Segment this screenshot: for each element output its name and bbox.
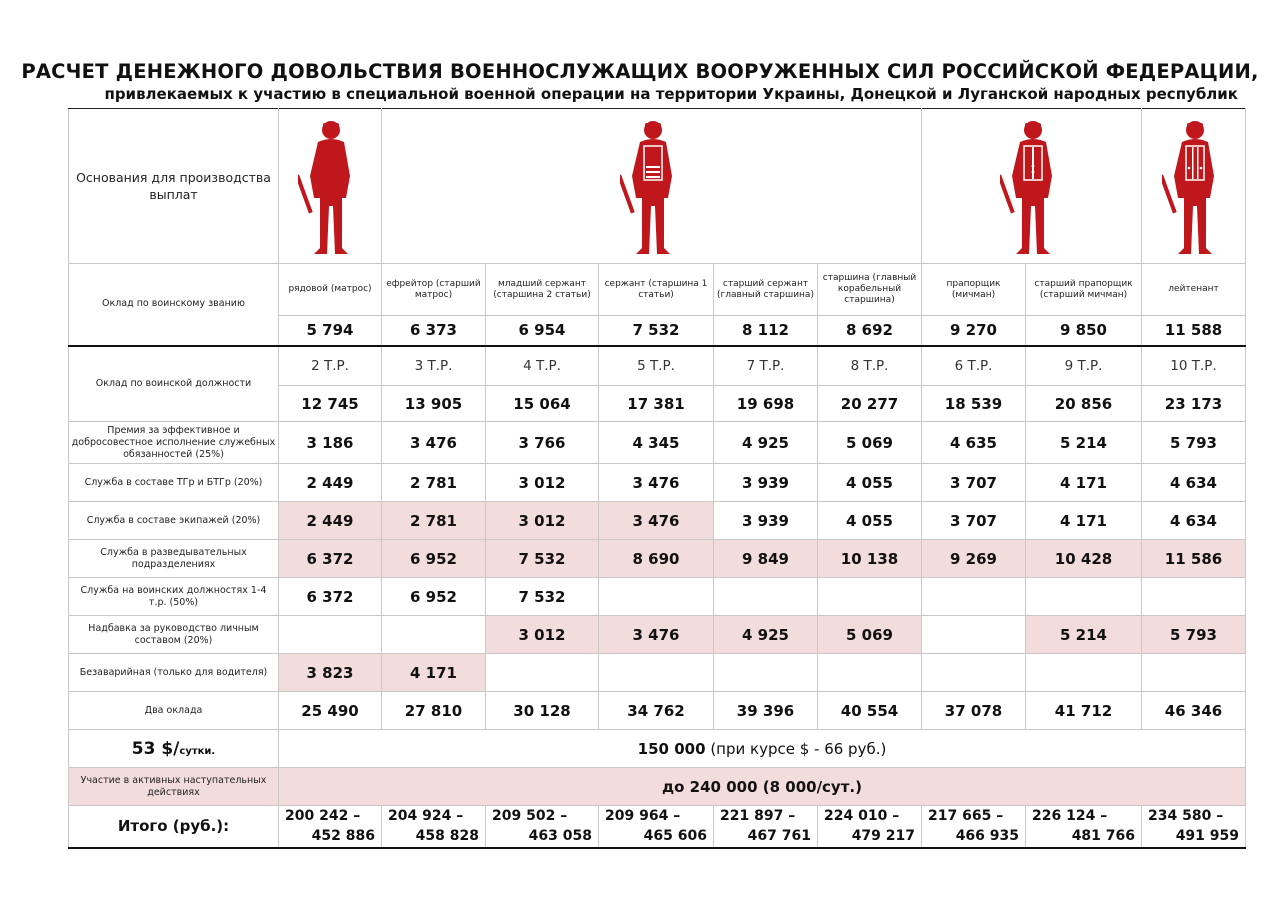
allowance-value-cell: 2 449 — [279, 502, 382, 540]
allowance-value-cell — [714, 654, 818, 692]
position-salary-label: Оклад по воинской должности — [69, 346, 279, 422]
daily-amount-cell — [279, 730, 1246, 768]
allowance-value-cell: 3 476 — [599, 616, 714, 654]
allowance-value-cell: 3 707 — [922, 464, 1026, 502]
total-min: 221 897 – — [720, 808, 796, 825]
allowance-table — [68, 108, 1246, 849]
allowance-value-cell: 30 128 — [486, 692, 599, 730]
daily-amount: 150 000 — [637, 739, 706, 758]
allowance-value-cell: 6 372 — [279, 540, 382, 578]
position-salary-cell: 12 745 — [279, 386, 382, 422]
allowance-value-cell — [818, 578, 922, 616]
total-value-cell — [599, 806, 714, 848]
allowance-value-cell — [382, 616, 486, 654]
soldier-sergeant-icon — [620, 116, 684, 256]
allowance-value-cell — [486, 654, 599, 692]
total-min: 209 964 – — [605, 808, 681, 825]
allowance-row — [69, 422, 1246, 464]
position-salary-cell: 20 856 — [1026, 386, 1142, 422]
total-max: 481 766 — [1071, 828, 1136, 845]
allowance-value-cell: 3 766 — [486, 422, 599, 464]
allowance-value-cell: 4 925 — [714, 616, 818, 654]
allowance-value-cell — [1142, 578, 1246, 616]
offensive-value-cell — [279, 768, 1246, 806]
tariff-cell: 5 Т.Р. — [599, 346, 714, 386]
total-max: 467 761 — [747, 828, 811, 845]
rank-salary-cell: 5 794 — [279, 316, 382, 346]
allowance-row — [69, 464, 1246, 502]
sergeant-icon-cell — [382, 109, 922, 264]
allowance-row — [69, 578, 1246, 616]
allowance-value-cell: 3 476 — [382, 422, 486, 464]
total-max: 491 959 — [1175, 828, 1240, 845]
allowance-value-cell: 3 939 — [714, 464, 818, 502]
allowance-value-cell: 4 171 — [1026, 502, 1142, 540]
total-min: 200 242 – — [285, 808, 361, 825]
total-min: 217 665 – — [928, 808, 1004, 825]
allowance-value-cell: 4 055 — [818, 502, 922, 540]
allowance-value-cell: 10 138 — [818, 540, 922, 578]
allowance-value-cell: 6 952 — [382, 540, 486, 578]
soldier-lieutenant-icon — [1162, 116, 1226, 256]
allowance-value-cell: 4 171 — [1026, 464, 1142, 502]
allowance-value-cell — [922, 578, 1026, 616]
rank-salary-cell: 8 692 — [818, 316, 922, 346]
total-min: 209 502 – — [492, 808, 568, 825]
allowance-value-cell: 6 372 — [279, 578, 382, 616]
allowance-value-cell: 4 634 — [1142, 502, 1246, 540]
private-icon-cell — [279, 109, 382, 264]
total-max: 458 828 — [415, 828, 479, 845]
allowance-value-cell: 3 012 — [486, 502, 599, 540]
allowance-row — [69, 654, 1246, 692]
allowance-value-cell — [279, 616, 382, 654]
allowance-value-cell: 3 939 — [714, 502, 818, 540]
allowance-label: Служба в разведывательных подразделениях — [69, 540, 279, 578]
position-salary-cell: 13 905 — [382, 386, 486, 422]
total-max: 452 886 — [311, 828, 375, 845]
daily-note: (при курсе $ - 66 руб.) — [710, 739, 887, 758]
allowance-row — [69, 540, 1246, 578]
total-max: 466 935 — [955, 828, 1020, 845]
rank-name-cell: старший прапорщик (старший мичман) — [1026, 264, 1142, 316]
allowance-label: Два оклада — [69, 692, 279, 730]
allowance-value-cell: 5 214 — [1026, 422, 1142, 464]
position-salary-cell: 23 173 — [1142, 386, 1246, 422]
header-icons-row — [69, 109, 1246, 264]
allowance-value-cell: 3 476 — [599, 502, 714, 540]
daily-rate-unit: сутки. — [179, 745, 216, 757]
position-salary-cell: 19 698 — [714, 386, 818, 422]
allowance-value-cell — [1026, 578, 1142, 616]
allowance-value-cell: 5 069 — [818, 616, 922, 654]
total-min: 234 580 – — [1148, 808, 1224, 825]
rank-name-cell: ефрейтор (старший матрос) — [382, 264, 486, 316]
total-min: 226 124 – — [1032, 808, 1108, 825]
rank-name-cell: лейтенант — [1142, 264, 1246, 316]
daily-rate-row — [69, 730, 1246, 768]
allowance-value-cell: 6 952 — [382, 578, 486, 616]
allowance-value-cell: 37 078 — [922, 692, 1026, 730]
total-value-cell — [922, 806, 1026, 848]
allowance-value-cell: 34 762 — [599, 692, 714, 730]
allowance-value-cell: 10 428 — [1026, 540, 1142, 578]
allowance-value-cell: 40 554 — [818, 692, 922, 730]
total-value-cell — [818, 806, 922, 848]
allowance-value-cell: 25 490 — [279, 692, 382, 730]
total-value-cell — [1142, 806, 1246, 848]
allowance-value-cell: 4 634 — [1142, 464, 1246, 502]
tariff-cell: 10 Т.Р. — [1142, 346, 1246, 386]
allowance-value-cell: 3 707 — [922, 502, 1026, 540]
allowance-value-cell: 27 810 — [382, 692, 486, 730]
rank-name-cell: сержант (старшина 1 статьи) — [599, 264, 714, 316]
total-max: 463 058 — [528, 828, 592, 845]
lieutenant-icon-cell — [1142, 109, 1246, 264]
allowance-value-cell: 9 849 — [714, 540, 818, 578]
total-value-cell — [382, 806, 486, 848]
total-row — [69, 806, 1246, 848]
allowance-value-cell: 8 690 — [599, 540, 714, 578]
rank-salary-cell: 9 850 — [1026, 316, 1142, 346]
allowance-value-cell — [818, 654, 922, 692]
allowance-value-cell: 3 012 — [486, 464, 599, 502]
allowance-label: Служба в составе экипажей (20%) — [69, 502, 279, 540]
soldier-warrant-officer-icon — [1000, 116, 1064, 256]
tariff-cell: 6 Т.Р. — [922, 346, 1026, 386]
total-min: 224 010 – — [824, 808, 900, 825]
offensive-row — [69, 768, 1246, 806]
rank-name-cell: старшина (главный корабельный старшина) — [818, 264, 922, 316]
position-salary-cell: 15 064 — [486, 386, 599, 422]
allowance-value-cell — [599, 578, 714, 616]
allowance-value-cell: 5 793 — [1142, 616, 1246, 654]
allowance-row — [69, 692, 1246, 730]
total-label: Итого (руб.): — [69, 806, 279, 848]
allowance-label: Безаварийная (только для водителя) — [69, 654, 279, 692]
allowance-value-cell: 39 396 — [714, 692, 818, 730]
total-value-cell — [714, 806, 818, 848]
allowance-value-cell: 11 586 — [1142, 540, 1246, 578]
rank-name-cell: рядовой (матрос) — [279, 264, 382, 316]
tariff-row — [69, 346, 1246, 386]
page-title: РАСЧЕТ ДЕНЕЖНОГО ДОВОЛЬСТВИЯ ВОЕННОСЛУЖАЩИХ ВООРУЖЕННЫХ СИЛ РОССИЙСКОЙ ФЕДЕРАЦИИ, — [21, 60, 1259, 83]
rank-salary-cell: 8 112 — [714, 316, 818, 346]
rank-salary-cell: 6 954 — [486, 316, 599, 346]
total-max: 465 606 — [643, 828, 707, 845]
tariff-cell: 3 Т.Р. — [382, 346, 486, 386]
rank-salary-cell: 11 588 — [1142, 316, 1246, 346]
allowance-row — [69, 616, 1246, 654]
offensive-value: до 240 000 (8 000/сут.) — [662, 777, 862, 796]
rank-salary-cell: 9 270 — [922, 316, 1026, 346]
allowance-value-cell: 5 214 — [1026, 616, 1142, 654]
tariff-cell: 2 Т.Р. — [279, 346, 382, 386]
total-value-cell — [279, 806, 382, 848]
allowance-value-cell — [922, 654, 1026, 692]
allowance-value-cell: 4 925 — [714, 422, 818, 464]
allowance-value-cell: 4 055 — [818, 464, 922, 502]
allowance-value-cell — [1026, 654, 1142, 692]
rank-names-row — [69, 264, 1246, 316]
allowance-value-cell: 3 823 — [279, 654, 382, 692]
allowance-value-cell: 5 793 — [1142, 422, 1246, 464]
rank-name-cell: младший сержант (старшина 2 статьи) — [486, 264, 599, 316]
allowance-value-cell: 2 449 — [279, 464, 382, 502]
allowance-label: Премия за эффективное и добросовестное исполнение служебных обязанностей (25%) — [69, 422, 279, 464]
position-salary-cell: 17 381 — [599, 386, 714, 422]
rank-salary-cell: 7 532 — [599, 316, 714, 346]
tariff-cell: 8 Т.Р. — [818, 346, 922, 386]
warrant-officer-icon-cell — [922, 109, 1142, 264]
position-salary-cell: 20 277 — [818, 386, 922, 422]
allowance-value-cell: 4 345 — [599, 422, 714, 464]
allowance-value-cell: 4 635 — [922, 422, 1026, 464]
allowance-row — [69, 502, 1246, 540]
allowance-value-cell: 3 476 — [599, 464, 714, 502]
allowance-value-cell: 5 069 — [818, 422, 922, 464]
allowance-value-cell: 2 781 — [382, 502, 486, 540]
total-max: 479 217 — [851, 828, 916, 845]
tariff-cell: 4 Т.Р. — [486, 346, 599, 386]
rank-salary-cell: 6 373 — [382, 316, 486, 346]
page-subtitle: привлекаемых к участию в специальной военной операции на территории Украины, Донецкой и Луганской народных республик — [104, 85, 1238, 103]
daily-rate-value: 53 $/ — [131, 738, 180, 759]
allowance-value-cell — [1142, 654, 1246, 692]
basis-label: Основания для производства выплат — [69, 109, 279, 264]
rank-name-cell: прапорщик (мичман) — [922, 264, 1026, 316]
allowance-value-cell: 3 186 — [279, 422, 382, 464]
tariff-cell: 9 Т.Р. — [1026, 346, 1142, 386]
total-min: 204 924 – — [388, 808, 464, 825]
daily-rate-cell — [69, 730, 279, 768]
allowance-value-cell — [599, 654, 714, 692]
allowance-value-cell: 7 532 — [486, 578, 599, 616]
allowance-value-cell: 7 532 — [486, 540, 599, 578]
rank-salary-label: Оклад по воинскому званию — [69, 264, 279, 346]
allowance-value-cell: 4 171 — [382, 654, 486, 692]
allowance-label: Служба в составе ТГр и БТГр (20%) — [69, 464, 279, 502]
allowance-value-cell — [922, 616, 1026, 654]
allowance-value-cell: 2 781 — [382, 464, 486, 502]
allowance-value-cell: 9 269 — [922, 540, 1026, 578]
allowance-value-cell: 41 712 — [1026, 692, 1142, 730]
allowance-value-cell: 3 012 — [486, 616, 599, 654]
allowance-value-cell: 46 346 — [1142, 692, 1246, 730]
rank-name-cell: старший сержант (главный старшина) — [714, 264, 818, 316]
allowance-label: Надбавка за руководство личным составом (20%) — [69, 616, 279, 654]
offensive-label: Участие в активных наступательных действиях — [69, 768, 279, 806]
tariff-cell: 7 Т.Р. — [714, 346, 818, 386]
position-salary-cell: 18 539 — [922, 386, 1026, 422]
total-value-cell — [1026, 806, 1142, 848]
soldier-private-icon — [298, 116, 362, 256]
total-value-cell — [486, 806, 599, 848]
allowance-label: Служба на воинских должностях 1-4 т.р. (50%) — [69, 578, 279, 616]
allowance-value-cell — [714, 578, 818, 616]
